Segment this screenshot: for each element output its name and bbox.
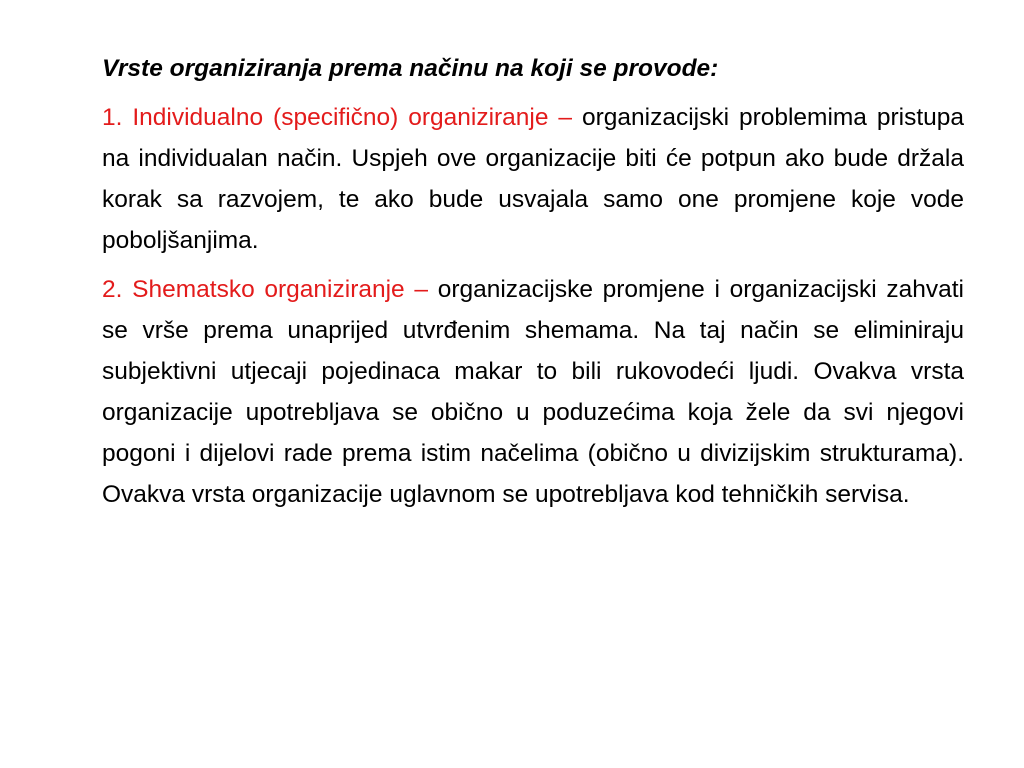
item-number: 2. — [102, 276, 123, 303]
item-text: organizacijski problemima pristupa na individualan način. Uspjeh ove organizacije biti će potpun ako bude držala korak sa razvojem, te ako bude usvajala samo one promjene koje vode poboljšanjima. — [102, 104, 965, 254]
slide-content — [102, 48, 964, 523]
item-title: Individualno (specifično) organiziranje – — [132, 104, 573, 131]
item-text: organizacijske promjene i organizacijski zahvati se vrše prema unaprijed utvrđenim shemama. Na taj način se eliminiraju subjektivni utjecaji pojedinaca makar to bili rukovodeći ljudi. Ovakva vrsta organizacije upotrebljava se obično u poduzećima koja žele da svi njegovi pogoni i dijelovi rade prema istim načelima (obično u divizijskim strukturama). Ovakva vrsta organizacije uglavnom se upotrebljava kod tehničkih servisa. — [102, 276, 964, 508]
list-item-schematic — [102, 269, 964, 515]
list-item-individual — [102, 97, 964, 261]
slide-heading: Vrste organiziranja prema načinu na koji se provode: — [102, 55, 719, 82]
item-title: Shematsko organiziranje – — [132, 276, 428, 303]
item-number: 1. — [102, 104, 123, 131]
